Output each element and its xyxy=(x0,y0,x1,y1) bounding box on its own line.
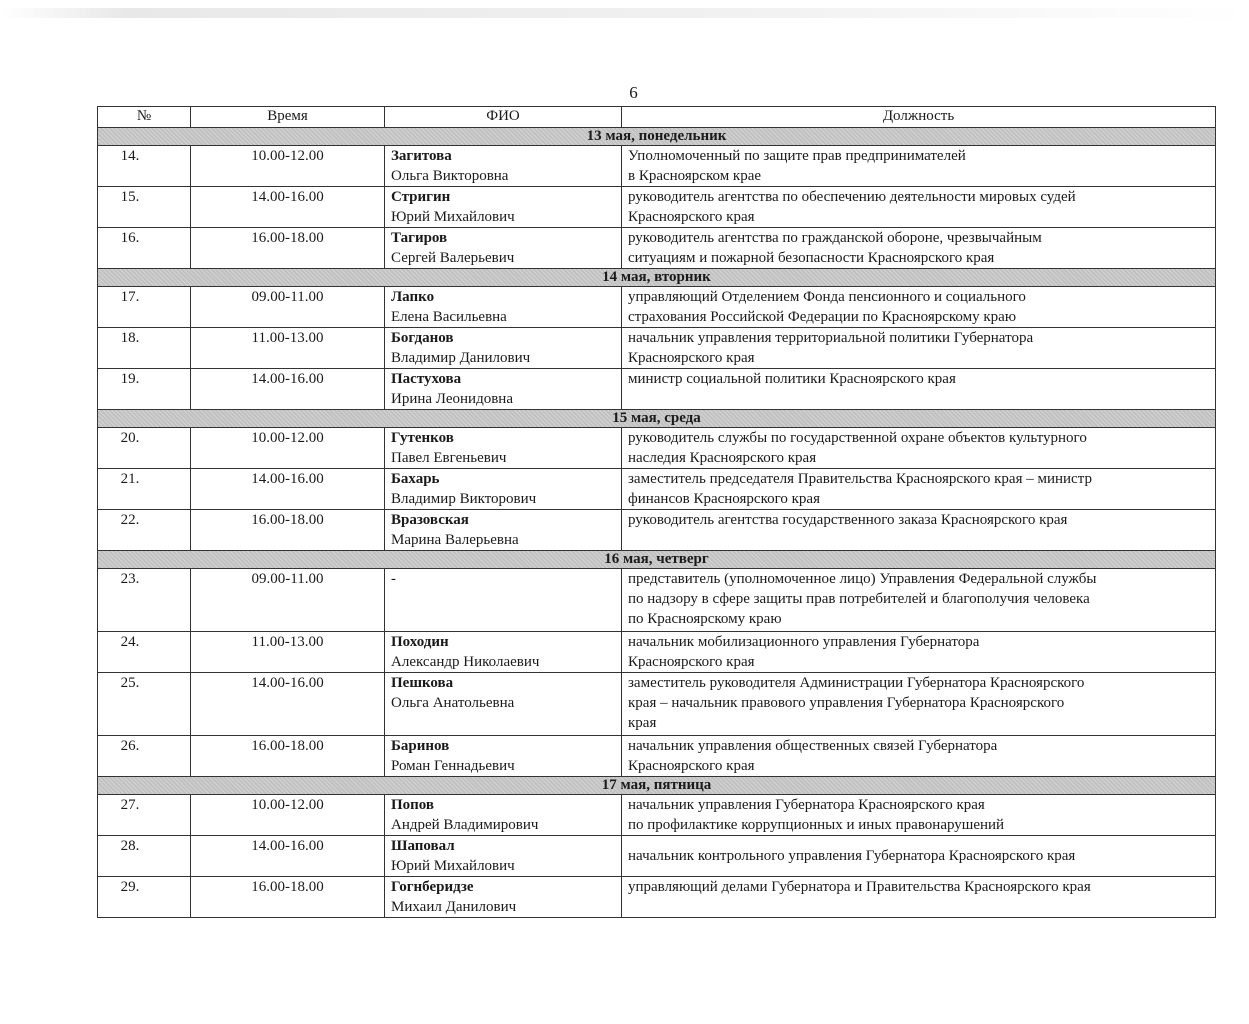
position-line: управляющий делами Губернатора и Правительства Красноярского края xyxy=(628,879,1091,895)
person-surname: Лапко xyxy=(391,289,435,305)
person-given-names: Ирина Леонидовна xyxy=(391,391,513,407)
row-person xyxy=(385,469,622,510)
row-number xyxy=(98,877,191,918)
day-label: 17 мая, пятница xyxy=(98,777,1216,795)
header-name: ФИО xyxy=(385,107,622,128)
row-person xyxy=(385,369,622,410)
row-position xyxy=(622,795,1216,836)
table-row xyxy=(98,187,1216,228)
table-row xyxy=(98,369,1216,410)
row-person xyxy=(385,877,622,918)
person-given-names: Ольга Анатольевна xyxy=(391,695,515,711)
row-number xyxy=(98,673,191,736)
table-row xyxy=(98,510,1216,551)
day-header-row xyxy=(98,777,1216,795)
position-line: Красноярского края xyxy=(628,350,755,366)
header-position: Должность xyxy=(622,107,1216,128)
row-position xyxy=(622,510,1216,551)
scan-edge-artifact xyxy=(0,8,1249,18)
person-given-names: Юрий Михайлович xyxy=(391,209,515,225)
day-header-row xyxy=(98,551,1216,569)
day-label: 13 мая, понедельник xyxy=(98,128,1216,146)
row-position xyxy=(622,469,1216,510)
row-time: 16.00-18.00 xyxy=(191,228,385,269)
person-given-names: Владимир Данилович xyxy=(391,350,531,366)
row-time: 10.00-12.00 xyxy=(191,795,385,836)
row-time: 14.00-16.00 xyxy=(191,369,385,410)
person-given-names: Александр Николаевич xyxy=(391,654,540,670)
header-time: Время xyxy=(191,107,385,128)
person-surname: Загитова xyxy=(391,148,452,164)
person-surname: Баринов xyxy=(391,738,450,754)
row-position xyxy=(622,877,1216,918)
table-row xyxy=(98,146,1216,187)
day-label: 14 мая, вторник xyxy=(98,269,1216,287)
table-row xyxy=(98,228,1216,269)
row-number-text: 23. xyxy=(120,571,140,587)
row-number-text: 29. xyxy=(120,879,140,895)
row-number-text: 22. xyxy=(120,512,140,528)
row-position xyxy=(622,632,1216,673)
position-line: руководитель агентства по гражданской обороне, чрезвычайным xyxy=(628,230,1042,246)
table-row xyxy=(98,836,1216,877)
position-line: по надзору в сфере защиты прав потребителей и благополучия человека xyxy=(628,591,1090,607)
person-given-names: Роман Геннадьевич xyxy=(391,758,515,774)
row-time: 09.00-11.00 xyxy=(191,569,385,632)
row-position xyxy=(622,187,1216,228)
person-surname: Вразовская xyxy=(391,512,469,528)
position-line: финансов Красноярского края xyxy=(628,491,820,507)
person-surname: Пешкова xyxy=(391,675,454,691)
header-num: № xyxy=(98,107,191,128)
row-number xyxy=(98,632,191,673)
table-row xyxy=(98,877,1216,918)
position-line: заместитель руководителя Администрации Губернатора Красноярского xyxy=(628,675,1085,691)
position-line: руководитель службы по государственной охране объектов культурного xyxy=(628,430,1087,446)
person-surname: Тагиров xyxy=(391,230,448,246)
position-line: представитель (уполномоченное лицо) Управления Федеральной службы xyxy=(628,571,1097,587)
row-person xyxy=(385,187,622,228)
row-position xyxy=(622,569,1216,632)
person-given-names: Марина Валерьевна xyxy=(391,532,519,548)
row-position xyxy=(622,836,1216,877)
person-given-names: Владимир Викторович xyxy=(391,491,537,507)
position-line: страхования Российской Федерации по Красноярскому краю xyxy=(628,309,1017,325)
row-number-text: 14. xyxy=(120,148,140,164)
row-person xyxy=(385,328,622,369)
row-number-text: 21. xyxy=(120,471,140,487)
row-number xyxy=(98,836,191,877)
person-surname: Бахарь xyxy=(391,471,440,487)
row-time: 14.00-16.00 xyxy=(191,469,385,510)
position-line: руководитель агентства государственного заказа Красноярского края xyxy=(628,512,1068,528)
table-row xyxy=(98,428,1216,469)
reception-schedule-table xyxy=(97,106,1216,918)
person-given-names: Михаил Данилович xyxy=(391,899,517,915)
row-time: 11.00-13.00 xyxy=(191,328,385,369)
row-time: 16.00-18.00 xyxy=(191,736,385,777)
day-header-row xyxy=(98,410,1216,428)
person-given-names: Елена Васильевна xyxy=(391,309,507,325)
row-person xyxy=(385,632,622,673)
position-line: края – начальник правового управления Губернатора Красноярского xyxy=(628,695,1065,711)
position-line: в Красноярском крае xyxy=(628,168,762,184)
position-line: начальник управления общественных связей Губернатора xyxy=(628,738,998,754)
table-row xyxy=(98,287,1216,328)
row-number xyxy=(98,469,191,510)
table-row xyxy=(98,632,1216,673)
person-given-names: Ольга Викторовна xyxy=(391,168,509,184)
person-surname: - xyxy=(391,571,396,587)
row-time: 14.00-16.00 xyxy=(191,673,385,736)
row-time: 16.00-18.00 xyxy=(191,877,385,918)
row-position xyxy=(622,228,1216,269)
person-surname: Пастухова xyxy=(391,371,462,387)
row-person xyxy=(385,795,622,836)
row-person xyxy=(385,228,622,269)
row-number-text: 20. xyxy=(120,430,140,446)
row-number-text: 15. xyxy=(120,189,140,205)
person-given-names: Андрей Владимирович xyxy=(391,817,539,833)
row-number-text: 24. xyxy=(120,634,140,650)
position-line: начальник управления территориальной политики Губернатора xyxy=(628,330,1034,346)
row-time: 16.00-18.00 xyxy=(191,510,385,551)
position-line: руководитель агентства по обеспечению деятельности мировых судей xyxy=(628,189,1076,205)
day-header-row xyxy=(98,128,1216,146)
row-position xyxy=(622,328,1216,369)
row-position xyxy=(622,428,1216,469)
row-time: 09.00-11.00 xyxy=(191,287,385,328)
day-header-row xyxy=(98,269,1216,287)
person-surname: Гутенков xyxy=(391,430,454,446)
person-surname: Богданов xyxy=(391,330,454,346)
position-line: начальник контрольного управления Губернатора Красноярского края xyxy=(628,848,1076,864)
row-number xyxy=(98,146,191,187)
table-row xyxy=(98,328,1216,369)
person-given-names: Сергей Валерьевич xyxy=(391,250,515,266)
table-row xyxy=(98,469,1216,510)
position-line: края xyxy=(628,715,657,731)
row-number xyxy=(98,328,191,369)
person-surname: Попов xyxy=(391,797,435,813)
row-number xyxy=(98,369,191,410)
row-person xyxy=(385,569,622,632)
row-time: 11.00-13.00 xyxy=(191,632,385,673)
position-line: управляющий Отделением Фонда пенсионного и социального xyxy=(628,289,1026,305)
row-position xyxy=(622,287,1216,328)
table-row xyxy=(98,673,1216,736)
position-line: Уполномоченный по защите прав предпринимателей xyxy=(628,148,966,164)
position-line: Красноярского края xyxy=(628,654,755,670)
position-line: Красноярского края xyxy=(628,758,755,774)
row-time: 14.00-16.00 xyxy=(191,836,385,877)
table-body xyxy=(98,128,1216,918)
row-person xyxy=(385,673,622,736)
row-number xyxy=(98,795,191,836)
row-person xyxy=(385,428,622,469)
row-person xyxy=(385,836,622,877)
row-number xyxy=(98,510,191,551)
row-position xyxy=(622,673,1216,736)
row-number xyxy=(98,736,191,777)
row-number xyxy=(98,187,191,228)
row-time: 10.00-12.00 xyxy=(191,146,385,187)
position-line: по Красноярскому краю xyxy=(628,611,782,627)
row-number xyxy=(98,287,191,328)
row-person xyxy=(385,510,622,551)
row-number-text: 28. xyxy=(120,838,140,854)
person-surname: Стригин xyxy=(391,189,451,205)
day-label: 15 мая, среда xyxy=(98,410,1216,428)
person-surname: Шаповал xyxy=(391,838,455,854)
position-line: наследия Красноярского края xyxy=(628,450,817,466)
table-row xyxy=(98,795,1216,836)
position-line: ситуациям и пожарной безопасности Красноярского края xyxy=(628,250,995,266)
row-number-text: 27. xyxy=(120,797,140,813)
person-given-names: Павел Евгеньевич xyxy=(391,450,507,466)
person-given-names: Юрий Михайлович xyxy=(391,858,515,874)
position-line: начальник управления Губернатора Красноярского края xyxy=(628,797,985,813)
row-person xyxy=(385,736,622,777)
person-surname: Походин xyxy=(391,634,449,650)
position-line: по профилактике коррупционных и иных правонарушений xyxy=(628,817,1005,833)
person-surname: Гогнберидзе xyxy=(391,879,474,895)
table-row xyxy=(98,736,1216,777)
day-label: 16 мая, четверг xyxy=(98,551,1216,569)
row-number xyxy=(98,569,191,632)
row-number xyxy=(98,428,191,469)
row-number-text: 16. xyxy=(120,230,140,246)
table-row xyxy=(98,569,1216,632)
position-line: заместитель председателя Правительства Красноярского края – министр xyxy=(628,471,1092,487)
row-position xyxy=(622,146,1216,187)
page-number: 6 xyxy=(629,83,638,102)
row-number xyxy=(98,228,191,269)
row-time: 10.00-12.00 xyxy=(191,428,385,469)
row-person xyxy=(385,146,622,187)
position-line: Красноярского края xyxy=(628,209,755,225)
position-line: начальник мобилизационного управления Губернатора xyxy=(628,634,980,650)
row-number-text: 26. xyxy=(120,738,140,754)
row-number-text: 17. xyxy=(120,289,140,305)
row-number-text: 25. xyxy=(120,675,140,691)
row-time: 14.00-16.00 xyxy=(191,187,385,228)
position-line: министр социальной политики Красноярского края xyxy=(628,371,956,387)
row-number-text: 18. xyxy=(120,330,140,346)
row-number-text: 19. xyxy=(120,371,140,387)
row-position xyxy=(622,736,1216,777)
row-position xyxy=(622,369,1216,410)
table-header-row xyxy=(98,107,1216,128)
row-person xyxy=(385,287,622,328)
